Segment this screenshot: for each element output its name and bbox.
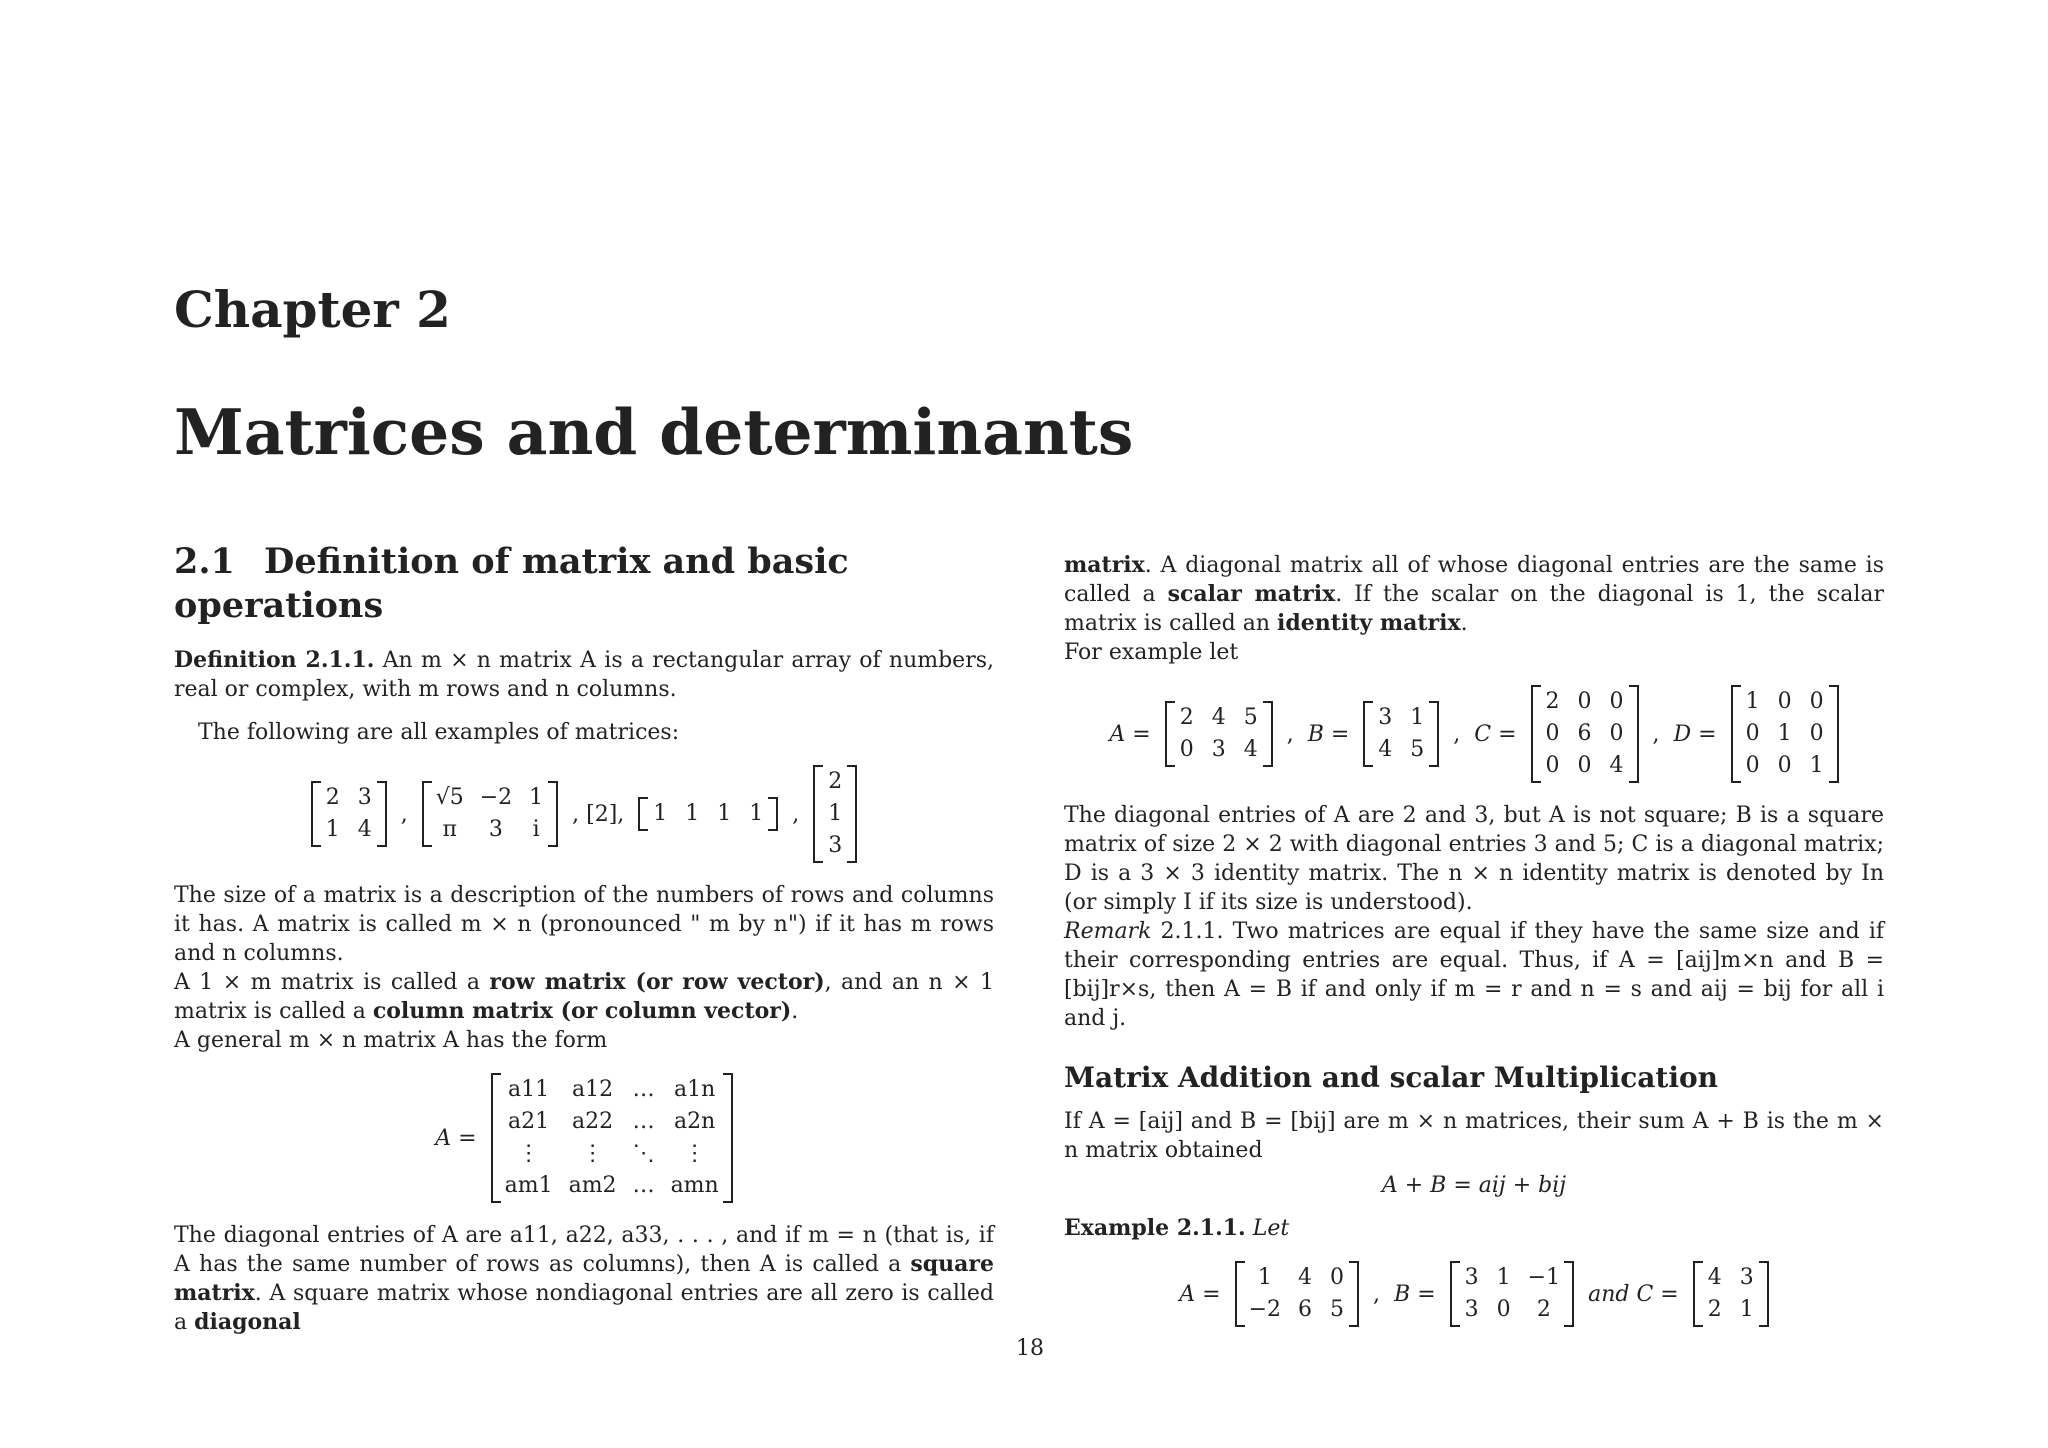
diagonal-paragraph — [174, 1221, 994, 1337]
matrix-entry: am2 — [568, 1173, 617, 1198]
matrix-entry: 3 — [1739, 1265, 1754, 1290]
right-bracket — [1429, 701, 1439, 767]
matrix-entries — [1541, 685, 1629, 783]
matrix-entry: a21 — [508, 1109, 550, 1134]
left-bracket — [422, 781, 432, 847]
example-let: Let — [1252, 1216, 1290, 1241]
general-matrix-display — [174, 1073, 994, 1203]
matrix-entry: 0 — [1179, 737, 1194, 762]
right-bracket — [1263, 701, 1273, 767]
matrix-entry: 0 — [1330, 1265, 1345, 1290]
matrix-entry: 1 — [717, 801, 732, 826]
cont-text-3: . — [1460, 611, 1468, 636]
matrix-entry: 0 — [1777, 753, 1792, 778]
matrix-entry: 0 — [1577, 753, 1592, 778]
right-column — [1064, 551, 1884, 1345]
matrix-entry: 0 — [1745, 753, 1760, 778]
matrix-entry: 2 — [1179, 705, 1194, 730]
right-bracket — [1829, 685, 1839, 783]
matrix-entry: 1 — [325, 817, 340, 842]
matrix-entry: 3 — [488, 817, 503, 842]
left-bracket — [1165, 701, 1175, 767]
matrix-entry: 0 — [1809, 689, 1824, 714]
matrix-label: and C = — [1588, 1281, 1679, 1307]
matrix-entry: 4 — [1298, 1265, 1313, 1290]
matrix-entry: √5 — [435, 785, 464, 810]
right-bracket — [1759, 1261, 1769, 1327]
left-bracket — [1693, 1261, 1703, 1327]
matrix-entry: i — [532, 817, 540, 842]
matrix-entry: … — [632, 1077, 655, 1102]
left-bracket — [491, 1073, 501, 1203]
matrix-entry: 0 — [1545, 753, 1560, 778]
separator: , — [792, 801, 800, 827]
matrix-entry: amn — [670, 1173, 719, 1198]
left-bracket — [1235, 1261, 1245, 1327]
matrix-entries — [648, 797, 768, 831]
matrix-entries — [1703, 1261, 1759, 1327]
example-matrix — [813, 765, 857, 863]
right-bracket — [847, 765, 857, 863]
matrix-entry: 1 — [828, 801, 843, 826]
left-bracket — [813, 765, 823, 863]
matrix-entry: ⋮ — [581, 1141, 604, 1166]
matrix-entry: 0 — [1577, 689, 1592, 714]
matrix-entry: 1 — [749, 801, 764, 826]
example-matrix — [422, 781, 558, 847]
matrix-entries — [1373, 701, 1429, 767]
separator: , — [1652, 721, 1660, 747]
matrix-entry: 0 — [1809, 721, 1824, 746]
cont-text-2: . If the scalar on the diagonal is 1, the scalar matrix is called an — [1064, 582, 1884, 636]
matrix-entry: 0 — [1745, 721, 1760, 746]
definition-text: An m × n matrix A is a rectangular array of numbers, real or complex, with m rows and n columns. — [174, 648, 994, 702]
cont-text-1: . A diagonal matrix all of whose diagonal entries are the same is called a — [1064, 553, 1884, 607]
matrix-entry: 0 — [1496, 1297, 1511, 1322]
section-number: 2.1 — [174, 541, 235, 582]
row-para-text-3: . — [791, 999, 799, 1024]
matrix-term: matrix — [1064, 552, 1145, 578]
matrix-entry: a1n — [673, 1077, 716, 1102]
definition-label: Definition 2.1.1. — [174, 647, 375, 673]
diag-text-2: . A square matrix whose nondiagonal entries are all zero is called a — [174, 1281, 994, 1335]
matrix-entry: … — [632, 1109, 655, 1134]
separator: , [2], — [572, 801, 625, 827]
matrix-entry: … — [632, 1173, 655, 1198]
separator: , — [1286, 721, 1294, 747]
matrix-entry: a22 — [572, 1109, 614, 1134]
sum-formula: A + B = aij + bij — [1381, 1173, 1567, 1198]
left-bracket — [1531, 685, 1541, 783]
matrix-label: B = — [1307, 721, 1350, 747]
matrix-entry: −2 — [1248, 1297, 1282, 1322]
matrix-entry: 5 — [1410, 737, 1425, 762]
labeled-matrix — [1531, 685, 1639, 783]
matrix-entry: 2 — [828, 769, 843, 794]
right-bracket — [1349, 1261, 1359, 1327]
general-form-paragraph: A general m × n matrix A has the form — [174, 1028, 608, 1053]
right-bracket — [768, 797, 778, 831]
matrix-entry: 0 — [1609, 689, 1624, 714]
labeled-matrix — [1235, 1261, 1359, 1327]
left-bracket — [1363, 701, 1373, 767]
labeled-matrix — [1450, 1261, 1574, 1327]
matrix-entry: 2 — [1707, 1297, 1722, 1322]
labeled-matrix — [1165, 701, 1273, 767]
identity-matrix-term: identity matrix — [1276, 610, 1461, 636]
matrix-entry: 6 — [1298, 1297, 1313, 1322]
labeled-matrix — [1731, 685, 1839, 783]
left-column — [174, 540, 994, 1337]
matrix-entry: 0 — [1545, 721, 1560, 746]
matrix-entry: 1 — [1257, 1265, 1272, 1290]
separator: , — [400, 801, 408, 827]
sum-paragraph: If A = [aij] and B = [bij] are m × n matrices, their sum A + B is the m × n matrix obtained — [1064, 1109, 1884, 1163]
matrix-label: A = — [1179, 1281, 1221, 1307]
matrix-entry: 3 — [1211, 737, 1226, 762]
right-bracket — [377, 781, 387, 847]
matrix-entry: ⋮ — [517, 1141, 540, 1166]
row-column-paragraph — [174, 968, 994, 1026]
matrix-entry: ⋱ — [632, 1141, 655, 1166]
matrix-entries — [432, 781, 548, 847]
right-bracket — [1629, 685, 1639, 783]
matrix-entry: 1 — [653, 801, 668, 826]
matrix-entries — [321, 781, 377, 847]
matrix-entry: 6 — [1577, 721, 1592, 746]
column-matrix-term: column matrix (or column vector) — [372, 998, 792, 1024]
diag-text-1: The diagonal entries of A are a11, a22, a33, . . . , and if m = n (that is, if A has the same number of rows as columns), then A is called a — [174, 1223, 994, 1277]
examples-matrices — [174, 765, 994, 863]
matrix-entry: a12 — [572, 1077, 614, 1102]
for-example-text: For example let — [1064, 640, 1239, 665]
example-matrix — [311, 781, 387, 847]
example-matrix — [638, 797, 778, 831]
matrix-entries — [1460, 1261, 1564, 1327]
matrix-entry: 3 — [1378, 705, 1393, 730]
matrix-entry: 5 — [1330, 1297, 1345, 1322]
matrix-entries — [1245, 1261, 1349, 1327]
subsection-heading: Matrix Addition and scalar Multiplication — [1064, 1061, 1719, 1094]
section-heading — [174, 540, 994, 628]
separator: , — [1373, 1281, 1381, 1307]
matrix-entry: 2 — [1545, 689, 1560, 714]
right-bracket — [1564, 1261, 1574, 1327]
right-bracket — [548, 781, 558, 847]
matrix-entries — [823, 765, 847, 863]
matrix-entry: 2 — [1536, 1297, 1551, 1322]
diagonal-explanation: The diagonal entries of A are 2 and 3, but A is not square; B is a square matrix of size 2 × 2 with diagonal entries 3 and 5; C is a diagonal matrix; D is a 3 × 3 identity matrix. The n × n identity matrix is denoted by In (or simply I if its size is understood). — [1064, 803, 1884, 915]
matrix-entry: 3 — [1464, 1265, 1479, 1290]
remark — [1064, 917, 1884, 1033]
matrix-entry: 1 — [529, 785, 544, 810]
example-matrices-abcd — [1064, 685, 1884, 783]
matrix-entry: 1 — [1809, 753, 1824, 778]
definition — [174, 646, 994, 704]
matrix-entry: 1 — [1739, 1297, 1754, 1322]
matrix-entry: 4 — [1211, 705, 1226, 730]
remark-label: Remark — [1064, 919, 1152, 944]
scalar-matrix-term: scalar matrix — [1167, 581, 1336, 607]
size-paragraph: The size of a matrix is a description of the numbers of rows and columns it has. A matrix is called m × n (pronounced " m by n") if it has m rows and n columns. — [174, 883, 994, 966]
example-matrices — [1064, 1261, 1884, 1327]
example — [1064, 1214, 1884, 1243]
diagonal-term: diagonal — [194, 1309, 301, 1335]
matrix-entry: 4 — [1609, 753, 1624, 778]
matrix-entry: 5 — [1243, 705, 1258, 730]
matrix-entry: π — [442, 817, 457, 842]
page-number: 18 — [1016, 1336, 1044, 1361]
matrix-entry: 2 — [325, 785, 340, 810]
matrix-entry: a11 — [508, 1077, 550, 1102]
right-bracket — [723, 1073, 733, 1203]
matrix-entry: am1 — [504, 1173, 553, 1198]
labeled-matrix — [1363, 701, 1439, 767]
matrix-entry: 4 — [1378, 737, 1393, 762]
chapter-label: Chapter 2 — [174, 280, 451, 339]
general-matrix — [491, 1073, 733, 1203]
examples-intro: The following are all examples of matrices: — [198, 720, 680, 745]
left-bracket — [311, 781, 321, 847]
left-bracket — [638, 797, 648, 831]
matrix-entry: 1 — [1777, 721, 1792, 746]
matrix-entries — [501, 1073, 723, 1203]
matrix-entries — [1741, 685, 1829, 783]
general-matrix-lhs: A = — [435, 1125, 477, 1151]
labeled-matrix — [1693, 1261, 1769, 1327]
section-title: Definition of matrix and basic operations — [174, 541, 849, 626]
chapter-title: Matrices and determinants — [174, 395, 1134, 469]
matrix-entry: 4 — [1707, 1265, 1722, 1290]
matrix-entry: 1 — [1745, 689, 1760, 714]
matrix-entry: a2n — [673, 1109, 716, 1134]
row-matrix-term: row matrix (or row vector) — [489, 969, 825, 995]
remark-number: 2.1.1. — [1160, 919, 1224, 944]
square-matrix-term: square matrix — [174, 1251, 994, 1306]
example-label: Example 2.1.1. — [1064, 1215, 1246, 1241]
matrix-entry: 4 — [1243, 737, 1258, 762]
matrix-entries — [1175, 701, 1263, 767]
matrix-entry: 1 — [685, 801, 700, 826]
matrix-entry: ⋮ — [683, 1141, 706, 1166]
matrix-entry: 0 — [1609, 721, 1624, 746]
matrix-entry: 4 — [357, 817, 372, 842]
matrix-entry: 1 — [1410, 705, 1425, 730]
left-bracket — [1450, 1261, 1460, 1327]
matrix-entry: −1 — [1527, 1265, 1561, 1290]
matrix-entry: 1 — [1496, 1265, 1511, 1290]
matrix-label: B = — [1394, 1281, 1436, 1307]
row-para-text-1: A 1 × m matrix is called a — [174, 970, 490, 995]
row-para-text-2: , and an n × 1 matrix is called a — [174, 970, 994, 1024]
matrix-label: A = — [1109, 721, 1151, 747]
matrix-entry: 3 — [828, 833, 843, 858]
matrix-label: C = — [1474, 721, 1517, 747]
matrix-label: D = — [1673, 721, 1717, 747]
matrix-entry: −2 — [479, 785, 513, 810]
remark-text: Two matrices are equal if they have the same size and if their corresponding entries are equal. Thus, if A = [aij]m×n and B = [bij]r×s, then A = B if and only if m = r and n = s and aij = bij for all i and j. — [1064, 919, 1884, 1031]
left-bracket — [1731, 685, 1741, 783]
separator: , — [1453, 721, 1461, 747]
matrix-entry: 3 — [1464, 1297, 1479, 1322]
matrix-entry: 3 — [357, 785, 372, 810]
continuation-paragraph — [1064, 551, 1884, 638]
matrix-entry: 0 — [1777, 689, 1792, 714]
